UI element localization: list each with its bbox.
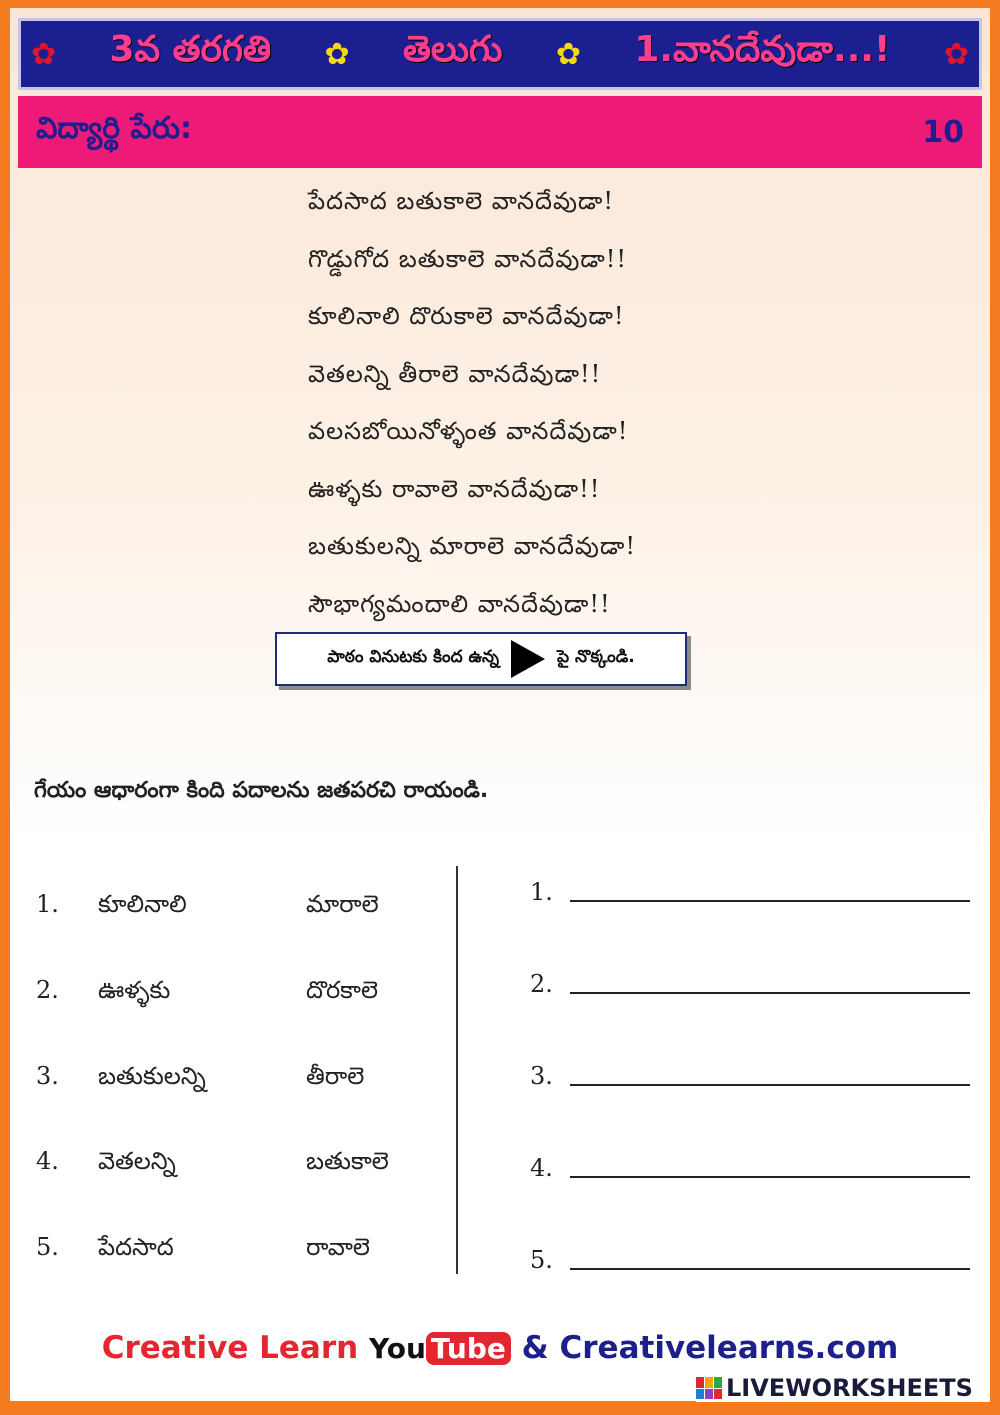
liveworksheets-logo-icon [696,1377,722,1399]
play-icon[interactable] [511,640,545,678]
answer-field-3[interactable] [570,1084,970,1086]
yellow-flower-icon: ✿ [555,36,581,72]
match-row [36,890,456,930]
answer-row [530,1154,970,1194]
answer-field-1[interactable] [570,900,970,902]
match-left-word: పేదసాద [98,1233,174,1261]
answer-number: 3. [530,1062,553,1090]
footer-credits [10,1330,990,1366]
poem-line: గొడ్డుగోద బతుకాలె వానదేవుడా!! [308,244,628,273]
match-row [36,1233,456,1273]
youtube-logo-tube: Tube [426,1332,511,1365]
liveworksheets-badge[interactable] [696,1374,990,1402]
match-left-word: కూలినాలి [98,890,187,918]
student-name-label: విద్యార్థి పేరు: [36,111,193,146]
answer-number: 5. [530,1246,553,1274]
match-right-word: దొరకాలె [306,976,378,1004]
poem [308,176,808,636]
match-right-word: రావాలె [306,1233,370,1261]
poem-line: పేదసాద బతుకాలె వానదేవుడా! [308,187,615,215]
poem-line: వలసబోయినోళ్ళంత వానదేవుడా! [308,417,629,445]
match-number: 4. [36,1147,59,1175]
answer-row [530,878,970,918]
column-divider [456,866,458,1274]
match-number: 2. [36,976,59,1004]
match-right-word: మారాలె [306,890,379,918]
grade-title: 3వ తరగతి [109,29,272,70]
poem-line: కూలినాలి దొరుకాలె వానదేవుడా! [308,302,625,330]
subject-title: తెలుగు [403,29,503,70]
instruction-text: గేయం ఆధారంగా కింది పదాలను జతపరచి రాయండి. [34,778,489,803]
match-row [36,1062,456,1102]
answer-number: 2. [530,970,553,998]
answer-field-2[interactable] [570,992,970,994]
yellow-flower-icon: ✿ [324,36,350,72]
listen-audio-box [275,632,687,686]
answer-row [530,970,970,1010]
match-number: 1. [36,890,59,918]
youtube-logo-you: You [369,1332,426,1365]
match-left-word: వెతలన్ని [98,1147,176,1175]
match-number: 3. [36,1062,59,1090]
match-number: 5. [36,1233,59,1261]
match-left-word: ఊళ్ళకు [98,976,171,1004]
ampersand: & [521,1330,549,1366]
match-row [36,976,456,1016]
poem-line: సౌభాగ్యమందాలి వానదేవుడా!! [308,589,611,618]
poem-line: ఊళ్ళకు రావాలె వానదేవుడా!! [308,474,601,503]
red-flower-icon: ✿ [31,36,57,72]
answer-row [530,1246,970,1286]
title-bar [18,18,982,90]
red-flower-icon: ✿ [943,36,969,72]
brand-name: Creative Learn [101,1330,359,1366]
match-row [36,1147,456,1187]
poem-line: బతుకులన్ని మారాలె వానదేవుడా! [308,532,636,560]
answer-number: 1. [530,878,553,906]
worksheet [10,8,990,1401]
listen-text-before: పాఠం వినుటకు కింద ఉన్న [327,647,500,667]
website-link[interactable]: Creativelearns.com [559,1330,899,1366]
answer-field-5[interactable] [570,1268,970,1270]
answer-row [530,1062,970,1102]
answer-field-4[interactable] [570,1176,970,1178]
poem-line: వెతలన్ని తీరాలె వానదేవుడా!! [308,359,602,388]
match-left-word: బతుకులన్ని [98,1062,206,1090]
lesson-title: 1.వానదేవుడా...! [634,29,891,70]
student-name-bar [18,96,982,168]
match-right-word: తీరాలె [306,1062,365,1090]
listen-text-after: పై నొక్కండి. [557,647,635,667]
score-badge: 10 [922,114,964,150]
liveworksheets-text: LIVEWORKSHEETS [726,1374,973,1402]
match-right-word: బతుకాలె [306,1147,389,1175]
answer-number: 4. [530,1154,553,1182]
